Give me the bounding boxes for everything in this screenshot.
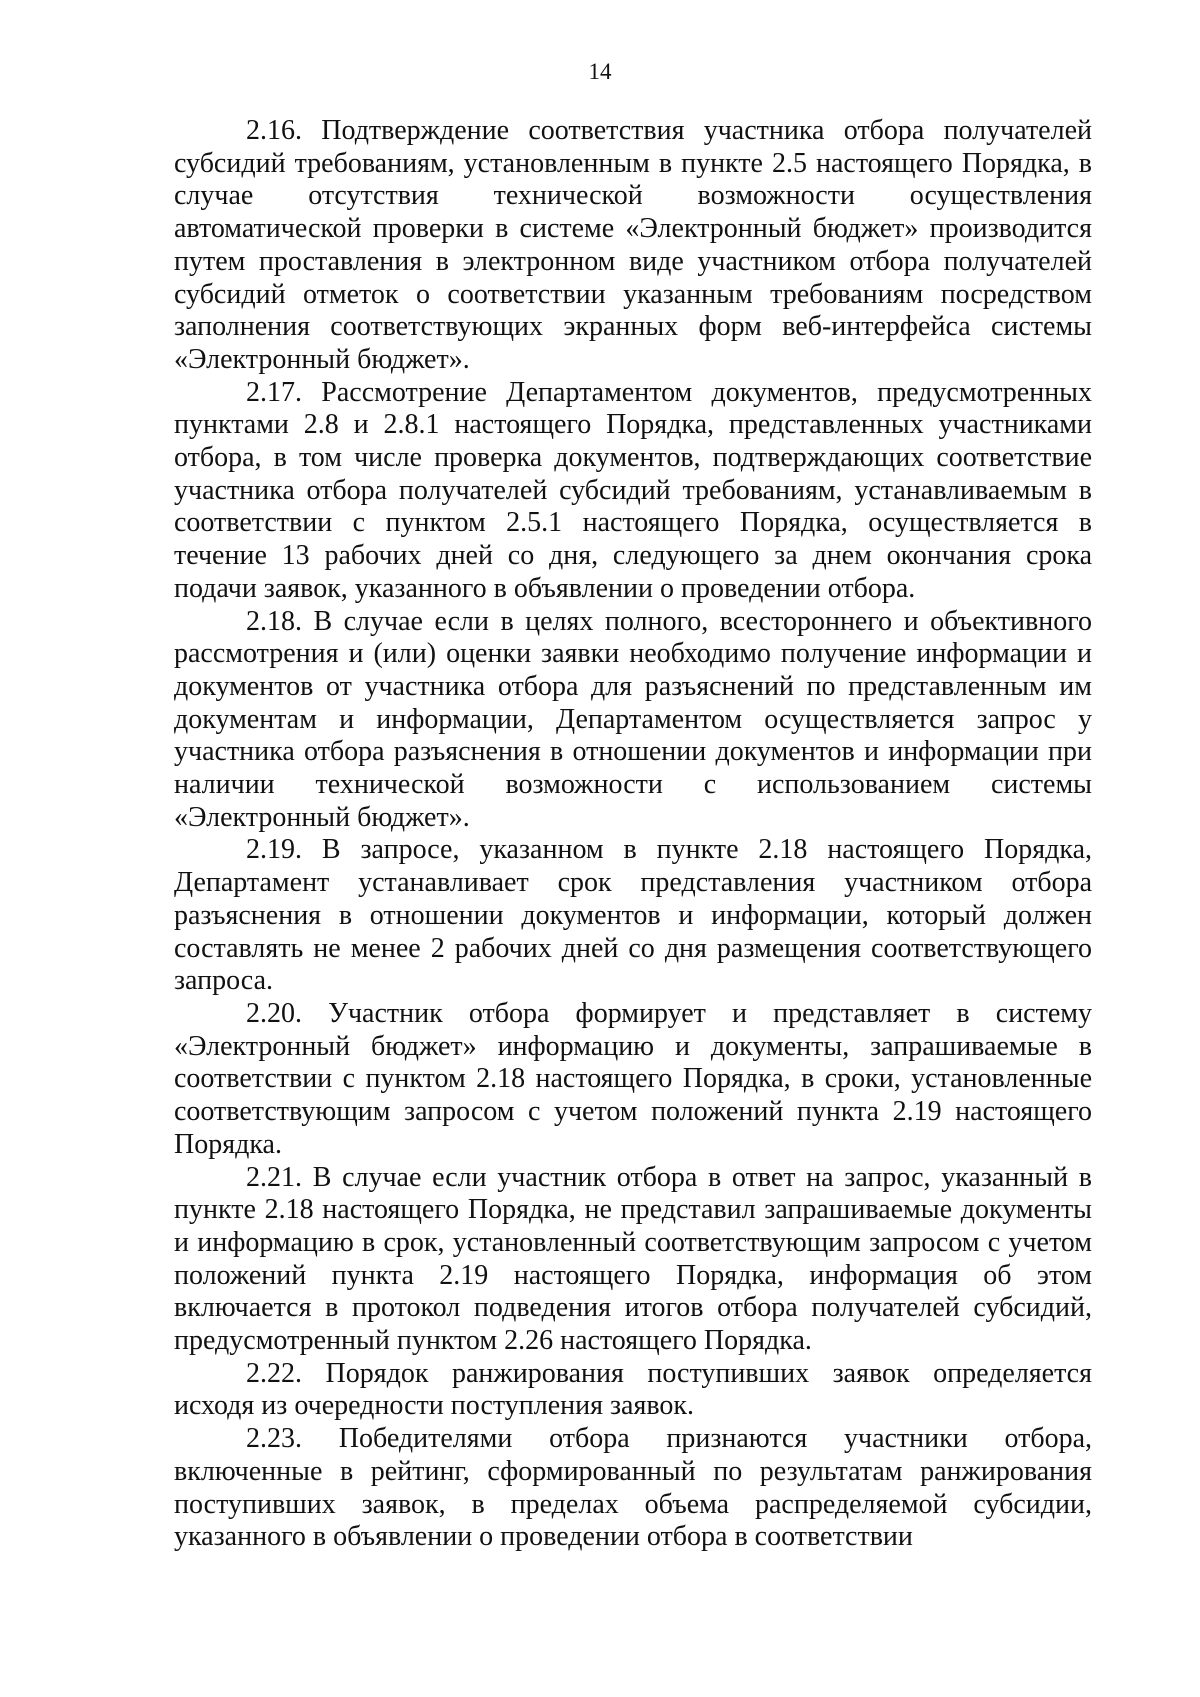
paragraph-2-17: 2.17. Рассмотрение Департаментом документов, предусмотренных пунктами 2.8 и 2.8.1 настоящего Порядка, представленных участниками отбора, в том числе проверка документов, подтверждающих соответствие участника отбора получателей субсидий требованиям, устанавливаемым в соответствии с пунктом 2.5.1 настоящего Порядка, осуществляется в течение 13 рабочих дней со дня, следующего за днем окончания срока подачи заявок, указанного в объявлении о проведении отбора. <box>174 376 1092 604</box>
paragraph-2-21: 2.21. В случае если участник отбора в ответ на запрос, указанный в пункте 2.18 настоящего Порядка, не представил запрашиваемые документы и информацию в срок, установленный соответствующим запросом с учетом положений пункта 2.19 настоящего Порядка, информация об этом включается в протокол подведения итогов отбора получателей субсидий, предусмотренный пунктом 2.26 настоящего Порядка. <box>174 1161 1092 1357</box>
document-body <box>174 115 1092 1554</box>
paragraph-2-20: 2.20. Участник отбора формирует и представляет в систему «Электронный бюджет» информацию и документы, запрашиваемые в соответствии с пунктом 2.18 настоящего Порядка, в сроки, установленные соответствующим запросом с учетом положений пункта 2.19 настоящего Порядка. <box>174 997 1092 1160</box>
paragraph-2-22: 2.22. Порядок ранжирования поступивших заявок определяется исходя из очередности поступления заявок. <box>174 1357 1092 1422</box>
page-number: 14 <box>588 59 612 84</box>
paragraph-2-19: 2.19. В запросе, указанном в пункте 2.18 настоящего Порядка, Департамент устанавливает срок представления участником отбора разъяснения в отношении документов и информации, который должен составлять не менее 2 рабочих дней со дня размещения соответствующего запроса. <box>174 834 1092 997</box>
paragraph-2-16: 2.16. Подтверждение соответствия участника отбора получателей субсидий требованиям, установленным в пункте 2.5 настоящего Порядка, в случае отсутствия технической возможности осуществления автоматической проверки в системе «Электронный бюджет» производится путем проставления в электронном виде участником отбора получателей субсидий отметок о соответствии указанным требованиям посредством заполнения соответствующих экранных форм веб-интерфейса системы «Электронный бюджет». <box>174 115 1092 375</box>
paragraph-2-23: 2.23. Победителями отбора признаются участники отбора, включенные в рейтинг, сформированный по результатам ранжирования поступивших заявок, в пределах объема распределяемой субсидии, указанного в объявлении о проведении отбора в соответствии <box>174 1423 1092 1553</box>
paragraph-2-18: 2.18. В случае если в целях полного, всестороннего и объективного рассмотрения и (или) оценки заявки необходимо получение информации и документов от участника отбора для разъяснений по представленным им документам и информации, Департаментом осуществляется запрос у участника отбора разъяснения в отношении документов и информации при наличии технической возможности с использованием системы «Электронный бюджет». <box>174 605 1092 833</box>
